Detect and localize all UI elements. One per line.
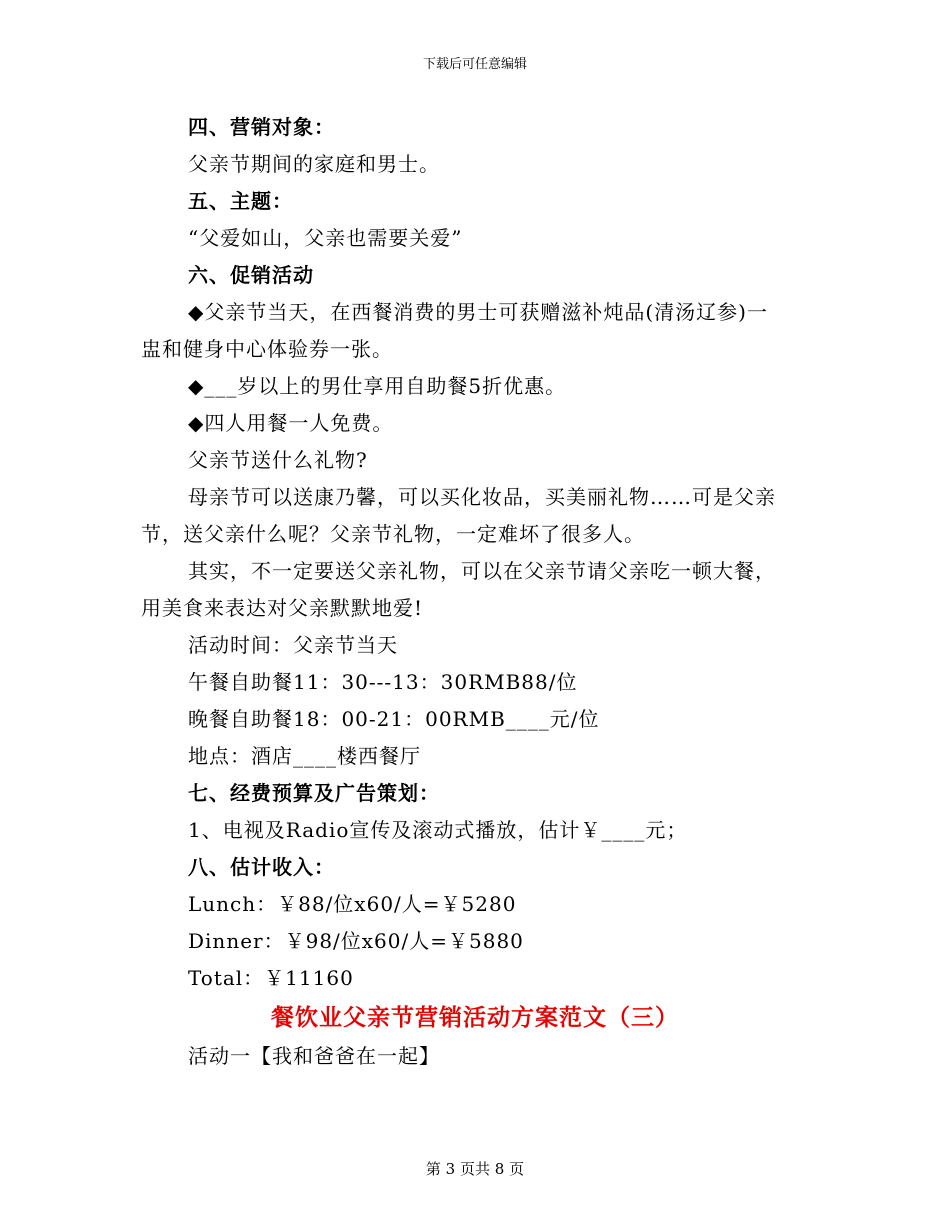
paragraph: 活动时间：父亲节当天 — [188, 633, 398, 657]
paragraph: 其实，不一定要送父亲礼物，可以在父亲节请父亲吃一顿大餐， — [188, 559, 776, 583]
section-heading: 七、经费预算及广告策划： — [188, 781, 440, 805]
paragraph: 母亲节可以送康乃馨，可以买化妆品，买美丽礼物……可是父亲 — [188, 485, 776, 509]
paragraph: 午餐自助餐11：30---13：30RMB88/位 — [188, 670, 578, 694]
paragraph: ◆父亲节当天，在西餐消费的男士可获赠滋补炖品(清汤辽参)一 — [188, 300, 768, 324]
section-heading: 六、促销活动 — [188, 263, 314, 287]
page-header: 下载后可任意编辑 — [422, 57, 527, 72]
paragraph: 节，送父亲什么呢？父亲节礼物，一定难坏了很多人。 — [141, 522, 645, 546]
paragraph: Total：￥11160 — [188, 966, 354, 990]
paragraph: ◆四人用餐一人免费。 — [188, 411, 394, 435]
page-footer: 第 3 页共 8 页 — [425, 1160, 525, 1178]
section-heading: 八、估计收入： — [188, 855, 335, 879]
paragraph: 用美食来表达对父亲默默地爱! — [141, 596, 424, 620]
section-heading: 四、营销对象： — [188, 115, 335, 139]
paragraph: “父爱如山，父亲也需要关爱” — [188, 226, 463, 250]
paragraph: 晚餐自助餐18：00-21：00RMB____元/位 — [188, 707, 600, 731]
paragraph: 活动一【我和爸爸在一起】 — [188, 1044, 440, 1068]
document-title: 餐饮业父亲节营销活动方案范文（三） — [271, 1005, 679, 1031]
paragraph: 父亲节送什么礼物? — [188, 448, 368, 472]
paragraph: Lunch：￥88/位x60/人=￥5280 — [188, 892, 517, 916]
paragraph: 1、电视及Radio宣传及滚动式播放，估计￥____元； — [188, 818, 688, 842]
paragraph: 盅和健身中心体验券一张。 — [141, 337, 393, 361]
paragraph: Dinner：￥98/位x60/人=￥5880 — [188, 929, 524, 953]
paragraph: ◆___岁以上的男仕享用自助餐5折优惠。 — [188, 374, 567, 398]
section-heading: 五、主题： — [188, 189, 293, 213]
paragraph: 地点：酒店____楼西餐厅 — [188, 744, 421, 768]
paragraph: 父亲节期间的家庭和男士。 — [188, 152, 440, 176]
